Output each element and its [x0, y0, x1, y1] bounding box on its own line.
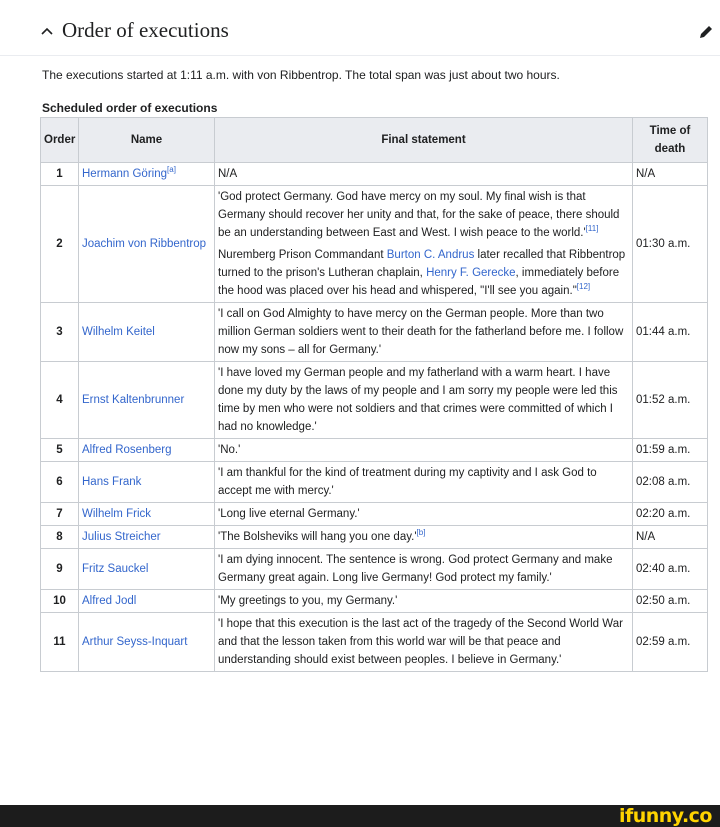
statement-cell: 'I am thankful for the kind of treatment during my captivity and I ask God to accept me with mercy.' — [215, 462, 633, 503]
statement-cell: 'Long live eternal Germany.' — [215, 503, 633, 526]
section-header — [0, 0, 720, 56]
order-cell: 7 — [41, 503, 79, 526]
name-cell — [79, 439, 215, 462]
statement-text: 'God protect Germany. God have mercy on my soul. My final wish is that Germany should recover her unity and that, for the sake of peace, there should be an understanding between East and West. I wish peace to the world.' — [218, 191, 620, 239]
order-cell: 11 — [41, 613, 79, 672]
table-row — [41, 362, 708, 439]
table-row — [41, 462, 708, 503]
name-link[interactable]: Hermann Göring — [82, 168, 168, 180]
name-link[interactable]: Wilhelm Frick — [82, 508, 151, 520]
name-link[interactable]: Ernst Kaltenbrunner — [82, 394, 185, 406]
statement-cell: 'No.' — [215, 439, 633, 462]
statement-cell: 'I call on God Almighty to have mercy on the German people. More than two million German soldiers went to their death for the fatherland before me. I follow now my sons – all for Germany.' — [215, 303, 633, 362]
statement-text: later recalled that Ribbentrop turned to the prison's Lutheran chaplain, — [218, 249, 626, 279]
name-link[interactable]: Alfred Jodl — [82, 595, 137, 607]
table-row — [41, 549, 708, 590]
statement-cell: 'I am dying innocent. The sentence is wrong. God protect Germany and make Germany great again. Long live Germany! God protect my family.' — [215, 549, 633, 590]
chevron-up-icon[interactable] — [40, 24, 54, 38]
footnote-ref[interactable]: [11] — [585, 224, 599, 234]
pencil-icon[interactable] — [698, 24, 714, 40]
name-cell — [79, 590, 215, 613]
table-row — [41, 186, 708, 303]
name-cell — [79, 549, 215, 590]
order-cell: 4 — [41, 362, 79, 439]
statement-text: 'The Bolsheviks will hang you one day.' — [218, 531, 417, 543]
watermark-logo: ifunny.co — [618, 805, 712, 827]
time-cell: 01:44 a.m. — [633, 303, 708, 362]
statement-cell: 'I have loved my German people and my fatherland with a warm heart. I have done my duty by the laws of my people and I am sorry my people were led this time by men who were not soldiers and that crimes were committed of which I had no knowledge.' — [215, 362, 633, 439]
time-cell: 01:52 a.m. — [633, 362, 708, 439]
name-link[interactable]: Hans Frank — [82, 476, 142, 488]
statement-cell — [215, 526, 633, 549]
name-cell — [79, 186, 215, 303]
watermark-bar — [0, 805, 720, 827]
statement-text: , immediately before the hood was placed over his head and whispered, "I'll see you again." — [218, 267, 620, 297]
name-link[interactable]: Julius Streicher — [82, 531, 161, 543]
column-header-name[interactable]: Name — [79, 118, 215, 163]
name-link[interactable]: Alfred Rosenberg — [82, 444, 172, 456]
order-cell: 8 — [41, 526, 79, 549]
column-header-order[interactable]: Order — [41, 118, 79, 163]
table-row — [41, 613, 708, 672]
table-row — [41, 163, 708, 186]
statement-cell — [215, 186, 633, 303]
table-row — [41, 503, 708, 526]
footnote-ref[interactable]: [12] — [576, 282, 591, 292]
name-cell — [79, 303, 215, 362]
footnote-ref[interactable]: [b] — [416, 528, 426, 538]
table-row — [41, 303, 708, 362]
column-header-time[interactable]: Time of death — [633, 118, 708, 163]
name-cell — [79, 503, 215, 526]
statement-text: Nuremberg Prison Commandant — [218, 249, 387, 261]
order-cell: 2 — [41, 186, 79, 303]
time-cell: 02:40 a.m. — [633, 549, 708, 590]
time-cell: 02:59 a.m. — [633, 613, 708, 672]
name-link[interactable]: Wilhelm Keitel — [82, 326, 155, 338]
time-cell: 02:08 a.m. — [633, 462, 708, 503]
section-title: Order of executions — [62, 18, 229, 42]
table-header-row — [41, 118, 708, 163]
name-link[interactable]: Fritz Sauckel — [82, 563, 149, 575]
person-link[interactable]: Henry F. Gerecke — [426, 267, 516, 279]
statement-cell: 'I hope that this execution is the last act of the tragedy of the Second World War and that the lesson taken from this world war will be that peace and understanding should exist between peoples. I believe in Germany.' — [215, 613, 633, 672]
name-cell — [79, 613, 215, 672]
statement-cell: 'My greetings to you, my Germany.' — [215, 590, 633, 613]
time-cell: N/A — [633, 526, 708, 549]
executions-table — [40, 117, 708, 672]
table-row — [41, 526, 708, 549]
name-cell — [79, 362, 215, 439]
time-cell: 02:20 a.m. — [633, 503, 708, 526]
intro-text: The executions started at 1:11 a.m. with von Ribbentrop. The total span was just about two hours. — [42, 68, 560, 82]
column-header-statement[interactable]: Final statement — [215, 118, 633, 163]
name-cell — [79, 462, 215, 503]
name-cell — [79, 163, 215, 186]
order-cell: 3 — [41, 303, 79, 362]
person-link[interactable]: Burton C. Andrus — [386, 249, 475, 261]
table-caption: Scheduled order of executions — [42, 101, 218, 115]
table-row — [41, 590, 708, 613]
order-cell: 10 — [41, 590, 79, 613]
time-cell: N/A — [633, 163, 708, 186]
name-cell — [79, 526, 215, 549]
name-link[interactable]: Arthur Seyss-Inquart — [82, 636, 188, 648]
name-link[interactable]: Joachim von Ribbentrop — [82, 238, 207, 250]
order-cell: 1 — [41, 163, 79, 186]
table-row — [41, 439, 708, 462]
order-cell: 9 — [41, 549, 79, 590]
time-cell: 01:59 a.m. — [633, 439, 708, 462]
order-cell: 5 — [41, 439, 79, 462]
time-cell: 02:50 a.m. — [633, 590, 708, 613]
footnote-ref[interactable]: [a] — [167, 165, 176, 175]
statement-cell: N/A — [215, 163, 633, 186]
time-cell: 01:30 a.m. — [633, 186, 708, 303]
order-cell: 6 — [41, 462, 79, 503]
